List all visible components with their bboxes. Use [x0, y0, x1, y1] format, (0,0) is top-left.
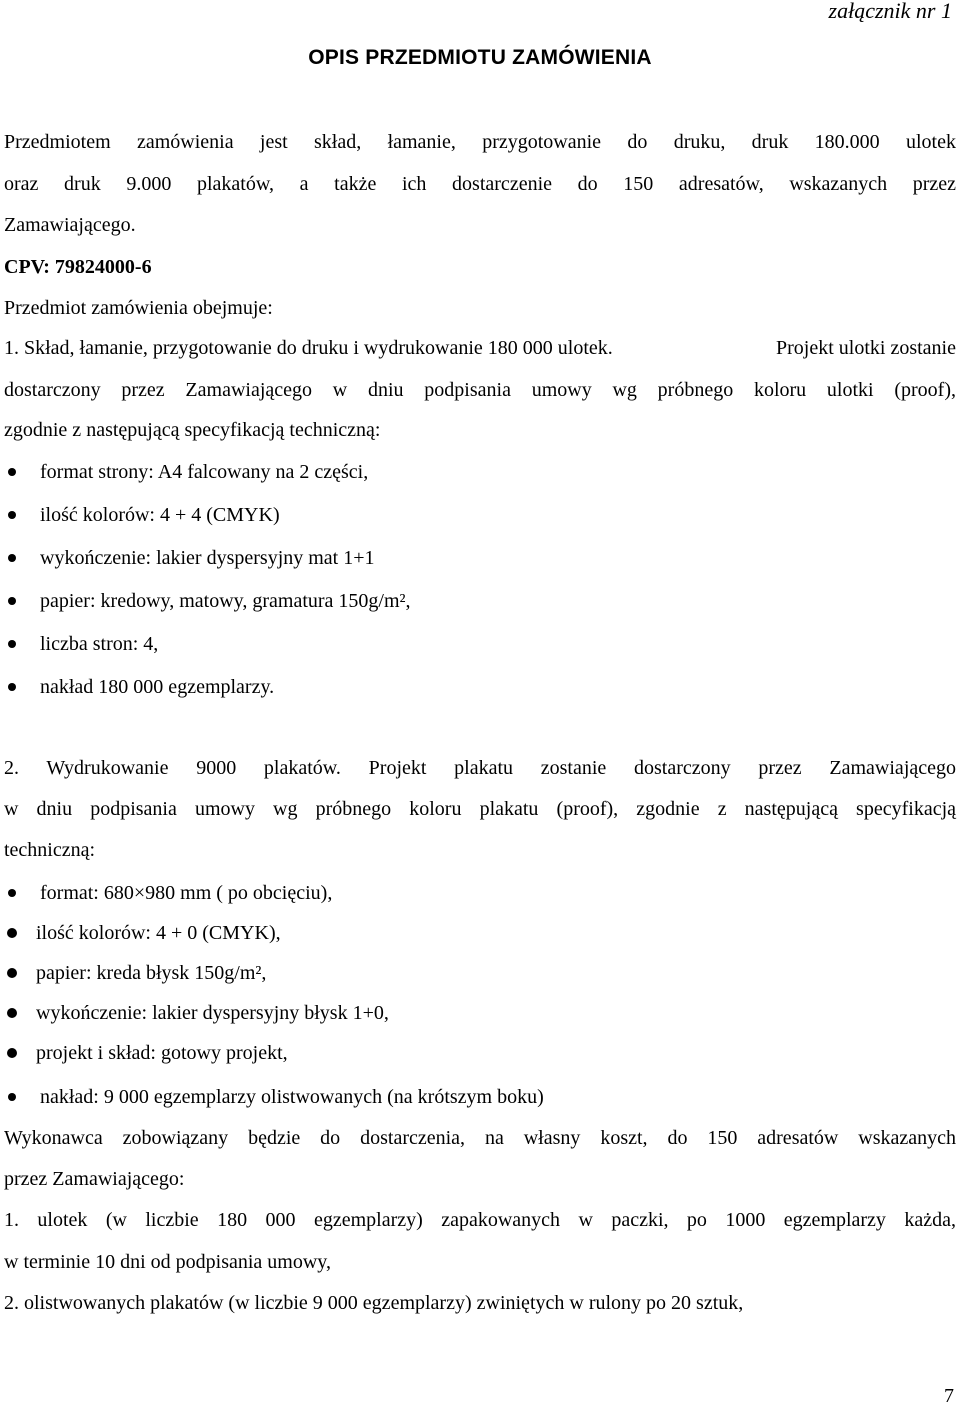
list-item: nakład: 9 000 egzemplarzy olistwowanych (na krótszym boku)	[40, 1086, 544, 1108]
bullet-icon	[7, 968, 17, 978]
item1-heading: 1. Skład, łamanie, przygotowanie do druku i wydrukowanie 180 000 ulotek.	[4, 337, 613, 359]
list-item: projekt i skład: gotowy projekt,	[36, 1042, 288, 1064]
item2-line-3: techniczną:	[4, 839, 96, 861]
delivery-point-1-line-1: 1. ulotek (w liczbie 180 000 egzemplarzy) zapakowanych w paczki, po 1000 egzemplarzy każda,	[4, 1209, 956, 1231]
bullet-icon	[8, 683, 16, 691]
item2-line-1: 2. Wydrukowanie 9000 plakatów. Projekt plakatu zostanie dostarczony przez Zamawiającego	[4, 757, 956, 779]
scope-intro: Przedmiot zamówienia obejmuje:	[4, 297, 273, 319]
bullet-icon	[8, 1093, 16, 1101]
bullet-icon	[8, 640, 16, 648]
list-item: format: 680×980 mm ( po obcięciu),	[40, 882, 333, 904]
item1-line1-rest: Projekt ulotki zostanie	[776, 337, 956, 359]
cpv-code: CPV: 79824000-6	[4, 256, 152, 278]
intro-line-2: oraz druk 9.000 plakatów, a także ich dostarczenie do 150 adresatów, wskazanych przez	[4, 173, 956, 195]
bullet-icon	[8, 554, 16, 562]
page-title: OPIS PRZEDMIOTU ZAMÓWIENIA	[308, 46, 652, 69]
list-item: ilość kolorów: 4 + 0 (CMYK),	[36, 922, 281, 944]
bullet-icon	[7, 928, 17, 938]
list-item: wykończenie: lakier dyspersyjny błysk 1+0,	[36, 1002, 389, 1024]
delivery-point-2-line-1: 2. olistwowanych plakatów (w liczbie 9 000 egzemplarzy) zwiniętych w rulony po 20 sztuk,	[4, 1292, 744, 1314]
item1-line-3: zgodnie z następującą specyfikacją techniczną:	[4, 419, 381, 441]
list-item: papier: kreda błysk 150g/m²,	[36, 962, 267, 984]
bullet-icon	[8, 511, 16, 519]
item2-line-2: w dniu podpisania umowy wg próbnego koloru plakatu (proof), zgodnie z następującą specyfikacją	[4, 798, 956, 820]
list-item: nakład 180 000 egzemplarzy.	[40, 676, 275, 698]
item1-line-2: dostarczony przez Zamawiającego w dniu podpisania umowy wg próbnego koloru ulotki (proof),	[4, 379, 956, 401]
list-item: liczba stron: 4,	[40, 633, 159, 655]
delivery-point-1-line-2: w terminie 10 dni od podpisania umowy,	[4, 1251, 331, 1273]
list-item: format strony: A4 falcowany na 2 części,	[40, 461, 369, 483]
annex-label: załącznik nr 1	[828, 0, 952, 23]
bullet-icon	[8, 468, 16, 476]
bullet-icon	[7, 1008, 17, 1018]
delivery-line-2: przez Zamawiającego:	[4, 1168, 185, 1190]
bullet-icon	[7, 1048, 17, 1058]
delivery-line-1: Wykonawca zobowiązany będzie do dostarczenia, na własny koszt, do 150 adresatów wskazanych	[4, 1127, 956, 1149]
intro-line-1: Przedmiotem zamówienia jest skład, łamanie, przygotowanie do druku, druk 180.000 ulotek	[4, 131, 956, 153]
bullet-icon	[8, 597, 16, 605]
item1-line-1	[4, 336, 956, 360]
list-item: ilość kolorów: 4 + 4 (CMYK)	[40, 504, 280, 526]
list-item: papier: kredowy, matowy, gramatura 150g/m²,	[40, 590, 411, 612]
list-item: wykończenie: lakier dyspersyjny mat 1+1	[40, 547, 375, 569]
intro-line-3: Zamawiającego.	[4, 214, 136, 236]
page-number: 7	[944, 1385, 954, 1407]
bullet-icon	[8, 889, 16, 897]
